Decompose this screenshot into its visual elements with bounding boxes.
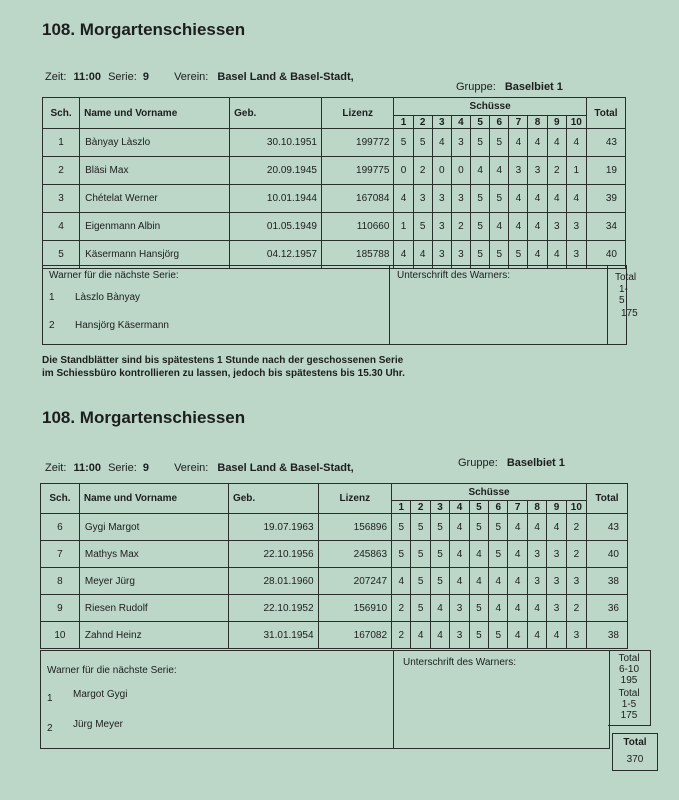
shot-score: 5 bbox=[489, 514, 508, 541]
license-number: 207247 bbox=[318, 568, 391, 595]
shot-score: 3 bbox=[451, 129, 470, 157]
warner-2-nr: 2 bbox=[47, 723, 53, 734]
shot-score: 4 bbox=[508, 595, 527, 622]
license-number: 199772 bbox=[321, 129, 393, 157]
shot-score: 5 bbox=[430, 514, 449, 541]
shot-score: 5 bbox=[411, 541, 430, 568]
header-shot-10: 10 bbox=[566, 501, 586, 514]
zeit-value: 11:00 bbox=[73, 71, 101, 83]
shot-score: 4 bbox=[509, 213, 528, 241]
table-row bbox=[41, 514, 628, 541]
shot-score: 3 bbox=[566, 213, 586, 241]
shot-score: 2 bbox=[566, 514, 586, 541]
shot-score: 4 bbox=[489, 595, 508, 622]
row-total: 43 bbox=[586, 129, 625, 157]
row-total: 19 bbox=[586, 157, 625, 185]
birth-date: 19.07.1963 bbox=[228, 514, 318, 541]
table-row bbox=[43, 185, 626, 213]
header-name: Name und Vorname bbox=[80, 98, 230, 129]
shot-score: 5 bbox=[430, 541, 449, 568]
row-total: 39 bbox=[586, 185, 625, 213]
shot-score: 5 bbox=[489, 541, 508, 568]
shot-score: 4 bbox=[394, 241, 413, 269]
serie-value: 9 bbox=[142, 462, 149, 474]
shot-score: 4 bbox=[527, 622, 546, 649]
verein-label: Verein: bbox=[174, 462, 209, 474]
grand-total-value: 370 bbox=[626, 754, 644, 765]
shooter-name: Gygi Margot bbox=[79, 514, 228, 541]
row-total: 38 bbox=[586, 622, 627, 649]
shot-score: 4 bbox=[469, 568, 488, 595]
shot-score: 3 bbox=[547, 568, 566, 595]
license-number: 110660 bbox=[321, 213, 393, 241]
shooter-number: 7 bbox=[41, 541, 80, 568]
shot-score: 4 bbox=[430, 622, 449, 649]
header-shot-3: 3 bbox=[430, 501, 449, 514]
header-total: Total bbox=[586, 98, 625, 129]
shooter-number: 3 bbox=[43, 185, 80, 213]
header-shot-3: 3 bbox=[432, 116, 451, 129]
shooter-name: Käsermann Hansjörg bbox=[80, 241, 230, 269]
shot-score: 3 bbox=[413, 185, 432, 213]
shooter-name: Chételat Werner bbox=[80, 185, 230, 213]
table-row bbox=[41, 622, 628, 649]
shot-score: 4 bbox=[450, 514, 469, 541]
header-shot-2: 2 bbox=[411, 501, 430, 514]
shot-score: 5 bbox=[413, 129, 432, 157]
header-shot-1: 1 bbox=[394, 116, 413, 129]
serie-label: Serie: bbox=[108, 462, 137, 474]
shot-score: 3 bbox=[451, 185, 470, 213]
shot-score: 4 bbox=[489, 568, 508, 595]
shooter-number: 8 bbox=[41, 568, 80, 595]
table-row bbox=[41, 568, 628, 595]
header-lizenz: Lizenz bbox=[318, 484, 391, 514]
shot-score: 3 bbox=[566, 241, 586, 269]
shot-score: 0 bbox=[394, 157, 413, 185]
header-shot-6: 6 bbox=[489, 501, 508, 514]
shot-score: 5 bbox=[469, 595, 488, 622]
subtotal-1-5-value: 175 bbox=[620, 710, 638, 721]
subtotal-6-10-label: Total bbox=[618, 653, 640, 664]
shot-score: 4 bbox=[469, 541, 488, 568]
zeit-label: Zeit: bbox=[45, 462, 67, 474]
shot-score: 3 bbox=[527, 568, 546, 595]
shot-score: 5 bbox=[471, 241, 490, 269]
gruppe-label: Gruppe: bbox=[456, 81, 496, 93]
header-name: Name und Vorname bbox=[79, 484, 228, 514]
shot-score: 4 bbox=[394, 185, 413, 213]
shot-score: 4 bbox=[411, 622, 430, 649]
birth-date: 22.10.1956 bbox=[228, 541, 318, 568]
shot-score: 3 bbox=[432, 241, 451, 269]
sheet1-meta bbox=[45, 71, 354, 83]
shot-score: 2 bbox=[547, 157, 566, 185]
row-total: 36 bbox=[586, 595, 627, 622]
table-row bbox=[41, 541, 628, 568]
header-shot-7: 7 bbox=[508, 501, 527, 514]
shooter-name: Mathys Max bbox=[79, 541, 228, 568]
shot-score: 4 bbox=[508, 514, 527, 541]
shot-score: 4 bbox=[547, 241, 566, 269]
table-row bbox=[43, 129, 626, 157]
shot-score: 5 bbox=[394, 129, 413, 157]
shot-score: 4 bbox=[528, 129, 547, 157]
header-shot-5: 5 bbox=[471, 116, 490, 129]
subtotal-6-10-range: 6-10 bbox=[618, 664, 639, 675]
shot-score: 4 bbox=[490, 213, 509, 241]
notice-line-1: Die Standblätter sind bis spätestens 1 Stunde nach der geschossenen Serie bbox=[42, 355, 404, 366]
gruppe-label: Gruppe: bbox=[458, 457, 498, 469]
header-schuesse: Schüsse bbox=[392, 484, 587, 501]
shot-score: 5 bbox=[469, 514, 488, 541]
shot-score: 4 bbox=[528, 185, 547, 213]
row-total: 34 bbox=[586, 213, 625, 241]
shooter-number: 1 bbox=[43, 129, 80, 157]
shot-score: 5 bbox=[411, 568, 430, 595]
birth-date: 20.09.1945 bbox=[230, 157, 322, 185]
shot-score: 1 bbox=[566, 157, 586, 185]
shooter-name: Eigenmann Albin bbox=[80, 213, 230, 241]
shot-score: 4 bbox=[547, 622, 566, 649]
shot-score: 4 bbox=[509, 129, 528, 157]
shot-score: 2 bbox=[451, 213, 470, 241]
sheet1-footer bbox=[42, 265, 638, 345]
warner-2-name: Jürg Meyer bbox=[73, 719, 124, 730]
subtotal-1-5-label: Total bbox=[618, 688, 640, 699]
shot-score: 4 bbox=[508, 541, 527, 568]
shot-score: 3 bbox=[547, 541, 566, 568]
shot-score: 2 bbox=[392, 622, 411, 649]
header-shot-4: 4 bbox=[450, 501, 469, 514]
birth-date: 31.01.1954 bbox=[228, 622, 318, 649]
warner-label: Warner für die nächste Serie: bbox=[47, 665, 177, 676]
header-shot-6: 6 bbox=[490, 116, 509, 129]
verein-label: Verein: bbox=[174, 71, 209, 83]
shot-score: 4 bbox=[490, 157, 509, 185]
shot-score: 2 bbox=[566, 541, 586, 568]
header-shot-8: 8 bbox=[528, 116, 547, 129]
warner-1-name: Làszlo Bànyay bbox=[75, 292, 141, 303]
warner-1-nr: 1 bbox=[47, 693, 53, 704]
shot-score: 3 bbox=[566, 568, 586, 595]
license-number: 199775 bbox=[321, 157, 393, 185]
group-total-range: 1-5 bbox=[619, 284, 628, 306]
shot-score: 2 bbox=[566, 595, 586, 622]
shot-score: 5 bbox=[469, 622, 488, 649]
row-total: 40 bbox=[586, 241, 625, 269]
header-shot-5: 5 bbox=[469, 501, 488, 514]
shot-score: 5 bbox=[413, 213, 432, 241]
shot-score: 3 bbox=[432, 213, 451, 241]
shot-score: 5 bbox=[411, 595, 430, 622]
serie-label: Serie: bbox=[108, 71, 137, 83]
serie-value: 9 bbox=[142, 71, 149, 83]
warner-1-name: Margot Gygi bbox=[73, 689, 128, 700]
shot-score: 4 bbox=[392, 568, 411, 595]
score-table-2 bbox=[40, 483, 628, 649]
shot-score: 5 bbox=[411, 514, 430, 541]
shot-score: 5 bbox=[490, 241, 509, 269]
shooter-number: 9 bbox=[41, 595, 80, 622]
shot-score: 5 bbox=[490, 185, 509, 213]
shot-score: 4 bbox=[566, 185, 586, 213]
shot-score: 0 bbox=[451, 157, 470, 185]
row-total: 40 bbox=[586, 541, 627, 568]
sheet2-gruppe bbox=[458, 457, 565, 469]
shot-score: 4 bbox=[508, 622, 527, 649]
sheet1-title: 108. Morgartenschiessen bbox=[42, 20, 246, 39]
shot-score: 4 bbox=[471, 157, 490, 185]
row-total: 38 bbox=[586, 568, 627, 595]
shot-score: 4 bbox=[527, 595, 546, 622]
notice-line-2: im Schiessbüro kontrollieren zu lassen, jedoch bis spätestens bis 15.30 Uhr. bbox=[42, 368, 405, 379]
table-row bbox=[43, 157, 626, 185]
warner-2-nr: 2 bbox=[49, 320, 55, 331]
shot-score: 4 bbox=[430, 595, 449, 622]
shooter-name: Meyer Jürg bbox=[79, 568, 228, 595]
birth-date: 22.10.1952 bbox=[228, 595, 318, 622]
shooter-number: 5 bbox=[43, 241, 80, 269]
warner-2-name: Hansjörg Käsermann bbox=[75, 320, 169, 331]
subtotal-1-5-range: 1-5 bbox=[621, 699, 637, 710]
birth-date: 04.12.1957 bbox=[230, 241, 322, 269]
license-number: 167084 bbox=[321, 185, 393, 213]
shot-score: 4 bbox=[509, 185, 528, 213]
header-shot-10: 10 bbox=[566, 116, 586, 129]
shot-score: 3 bbox=[566, 622, 586, 649]
shot-score: 3 bbox=[450, 622, 469, 649]
shooter-number: 4 bbox=[43, 213, 80, 241]
verein-value: Basel Land & Basel-Stadt, bbox=[217, 71, 354, 83]
shot-score: 5 bbox=[490, 129, 509, 157]
shot-score: 5 bbox=[471, 213, 490, 241]
license-number: 245863 bbox=[318, 541, 391, 568]
shot-score: 5 bbox=[392, 514, 411, 541]
header-lizenz: Lizenz bbox=[321, 98, 393, 129]
header-shot-2: 2 bbox=[413, 116, 432, 129]
header-shot-9: 9 bbox=[547, 116, 566, 129]
shot-score: 3 bbox=[527, 541, 546, 568]
header-shot-7: 7 bbox=[509, 116, 528, 129]
license-number: 167082 bbox=[318, 622, 391, 649]
header-shot-4: 4 bbox=[451, 116, 470, 129]
shot-score: 1 bbox=[394, 213, 413, 241]
warner-1-nr: 1 bbox=[49, 292, 55, 303]
shooter-number: 10 bbox=[41, 622, 80, 649]
shot-score: 4 bbox=[450, 541, 469, 568]
header-geb: Geb. bbox=[228, 484, 318, 514]
birth-date: 28.01.1960 bbox=[228, 568, 318, 595]
shooter-name: Bànyay Làszlo bbox=[80, 129, 230, 157]
shot-score: 5 bbox=[471, 129, 490, 157]
verein-value: Basel Land & Basel-Stadt, bbox=[217, 462, 354, 474]
shot-score: 4 bbox=[528, 213, 547, 241]
shot-score: 4 bbox=[547, 185, 566, 213]
group-total-value: 175 bbox=[621, 308, 638, 319]
shooter-number: 6 bbox=[41, 514, 80, 541]
shot-score: 5 bbox=[430, 568, 449, 595]
shot-score: 4 bbox=[566, 129, 586, 157]
shot-score: 3 bbox=[547, 213, 566, 241]
sheet2-footer bbox=[40, 650, 610, 749]
shot-score: 3 bbox=[451, 241, 470, 269]
header-shot-1: 1 bbox=[392, 501, 411, 514]
header-total: Total bbox=[586, 484, 627, 514]
table-row bbox=[41, 595, 628, 622]
shot-score: 3 bbox=[450, 595, 469, 622]
subtotal-6-10-value: 195 bbox=[620, 675, 638, 686]
header-sch: Sch. bbox=[43, 98, 80, 129]
birth-date: 10.01.1944 bbox=[230, 185, 322, 213]
header-shot-8: 8 bbox=[527, 501, 546, 514]
shot-score: 4 bbox=[413, 241, 432, 269]
header-sch: Sch. bbox=[41, 484, 80, 514]
shot-score: 5 bbox=[509, 241, 528, 269]
shot-score: 5 bbox=[392, 541, 411, 568]
warner-label: Warner für die nächste Serie: bbox=[49, 270, 179, 281]
shot-score: 3 bbox=[547, 595, 566, 622]
gruppe-value: Baselbiet 1 bbox=[506, 457, 565, 469]
group-total-label: Total bbox=[615, 272, 637, 283]
license-number: 185788 bbox=[321, 241, 393, 269]
gruppe-value: Baselbiet 1 bbox=[504, 81, 563, 93]
grand-total-label: Total bbox=[623, 737, 647, 748]
shot-score: 4 bbox=[528, 241, 547, 269]
sheet2-meta bbox=[45, 462, 354, 474]
birth-date: 30.10.1951 bbox=[230, 129, 322, 157]
shot-score: 3 bbox=[509, 157, 528, 185]
header-geb: Geb. bbox=[230, 98, 322, 129]
license-number: 156896 bbox=[318, 514, 391, 541]
subtotal-box bbox=[608, 650, 651, 726]
notice bbox=[42, 354, 405, 380]
shot-score: 4 bbox=[527, 514, 546, 541]
license-number: 156910 bbox=[318, 595, 391, 622]
shot-score: 4 bbox=[508, 568, 527, 595]
zeit-label: Zeit: bbox=[45, 71, 67, 83]
zeit-value: 11:00 bbox=[73, 462, 101, 474]
shot-score: 4 bbox=[450, 568, 469, 595]
header-shot-9: 9 bbox=[547, 501, 566, 514]
shot-score: 5 bbox=[471, 185, 490, 213]
shot-score: 5 bbox=[489, 622, 508, 649]
header-schuesse: Schüsse bbox=[394, 98, 586, 116]
shot-score: 2 bbox=[413, 157, 432, 185]
shot-score: 3 bbox=[528, 157, 547, 185]
shot-score: 4 bbox=[547, 129, 566, 157]
birth-date: 01.05.1949 bbox=[230, 213, 322, 241]
shooter-number: 2 bbox=[43, 157, 80, 185]
sheet2-title: 108. Morgartenschiessen bbox=[42, 408, 246, 427]
shot-score: 4 bbox=[432, 129, 451, 157]
shot-score: 3 bbox=[432, 185, 451, 213]
table-row bbox=[43, 213, 626, 241]
score-table-1 bbox=[42, 97, 626, 269]
shooter-name: Bläsi Max bbox=[80, 157, 230, 185]
shot-score: 4 bbox=[547, 514, 566, 541]
signature-label: Unterschrift des Warners: bbox=[397, 270, 510, 281]
shot-score: 0 bbox=[432, 157, 451, 185]
shooter-name: Riesen Rudolf bbox=[79, 595, 228, 622]
shot-score: 2 bbox=[392, 595, 411, 622]
shooter-name: Zahnd Heinz bbox=[79, 622, 228, 649]
row-total: 43 bbox=[586, 514, 627, 541]
signature-label: Unterschrift des Warners: bbox=[403, 657, 516, 668]
sheet1-gruppe bbox=[456, 81, 563, 93]
grand-total-box bbox=[612, 733, 658, 771]
